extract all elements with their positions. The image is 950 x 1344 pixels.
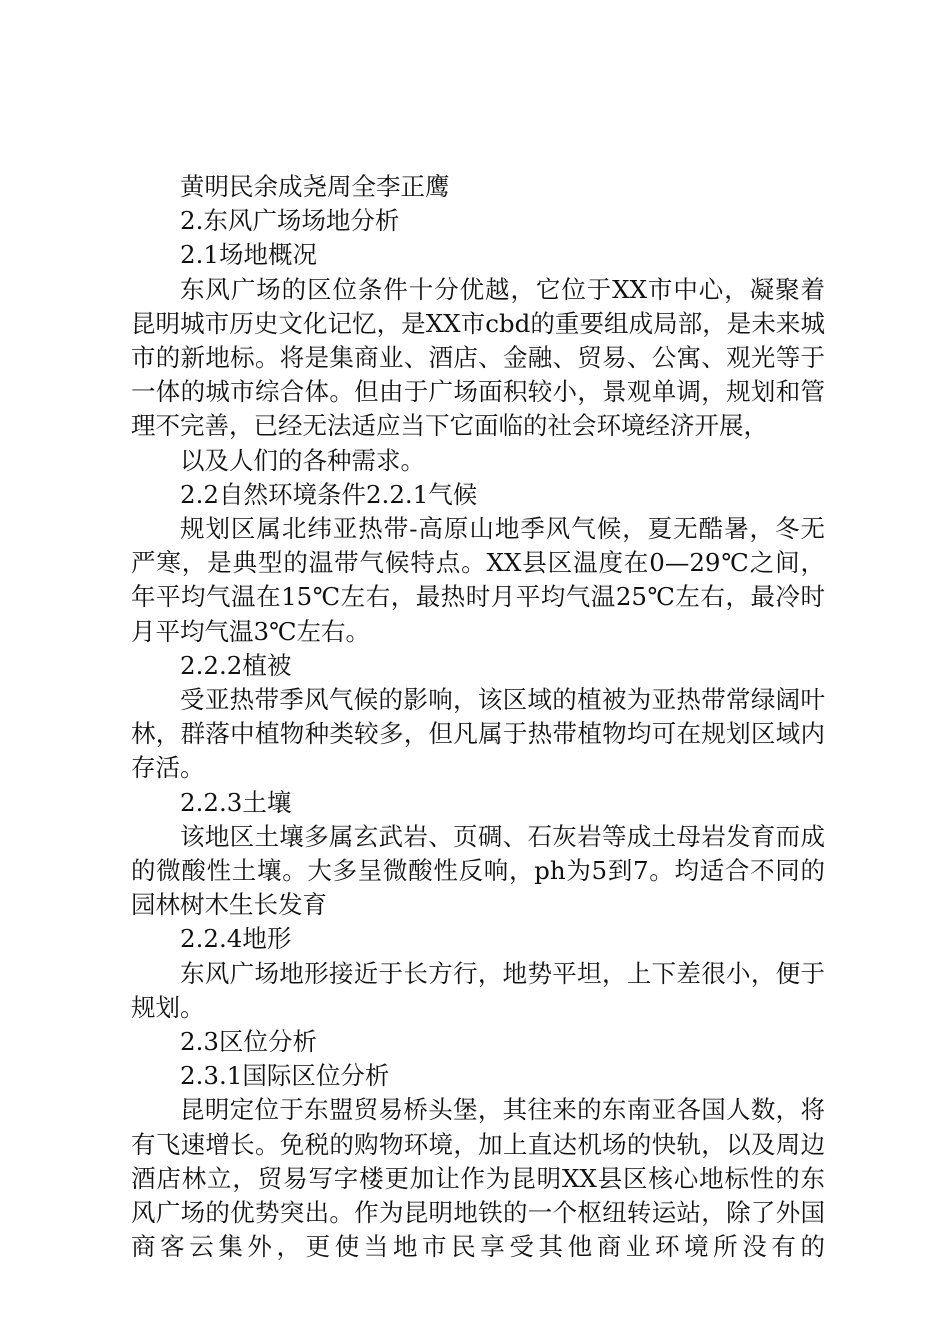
paragraph-needs: 以及人们的各种需求。: [180, 445, 425, 475]
subsection-heading-2-2-2: 2.2.2植被: [180, 650, 292, 680]
authors-line: 黄明民余成尧周全李正鹰: [180, 172, 450, 201]
paragraph-terrain: 东风广场地形接近于长方行，地势平坦，上下差很小，便于规划。: [131, 958, 825, 1022]
section-heading-2: 2.东风广场场地分析: [180, 206, 400, 236]
subsection-heading-2-2: 2.2自然环境条件2.2.1气候: [180, 479, 478, 509]
paragraph-site-overview: 东风广场的区位条件十分优越，它位于XX市中心，凝聚着昆明城市历史文化记忆，是XX市cbd的重要组成局部，是未来城市的新地标。将是集商业、酒店、金融、贸易、公寓、观光等于一体的城市综合体。但由于广场面积较小，景观单调，规划和管理不完善，已经无法适应当下它面临的社会环境经济开展，: [131, 274, 825, 441]
paragraph-vegetation: 受亚热带季风气候的影响，该区域的植被为亚热带常绿阔叶林，群落中植物种类较多，但凡属于热带植物均可在规划区域内存活。: [131, 685, 825, 783]
document-body: [131, 170, 825, 1265]
subsection-heading-2-1: 2.1场地概况: [180, 240, 317, 270]
paragraph-soil: 该地区土壤多属玄武岩、页碉、石灰岩等成土母岩发育而成的微酸性土壤。大多呈微酸性反响，ph为5到7。均适合不同的园林树木生长发育: [131, 821, 825, 920]
paragraph-international-location: 昆明定位于东盟贸易桥头堡，其往来的东南亚各国人数，将有飞速增长。免税的购物环境，加上直达机场的快轨，以及周边酒店林立，贸易写字楼更加让作为昆明XX县区核心地标性的东风广场的优势突出。作为昆明地铁的一个枢纽转运站，除了外国商客云集外，更使当地市民享受其他商业环境所没有的: [131, 1095, 825, 1262]
subsection-heading-2-3-1: 2.3.1国际区位分析: [180, 1061, 390, 1091]
paragraph-climate: 规划区属北纬亚热带-高原山地季风气候，夏无酷暑，冬无严寒，是典型的温带气候特点。XX县区温度在0—29℃之间，年平均气温在15℃左右，最热时月平均气温25℃左右，最冷时月平均气温3℃左右。: [131, 514, 825, 646]
subsection-heading-2-2-3: 2.2.3土壤: [180, 787, 292, 817]
subsection-heading-2-3: 2.3区位分析: [180, 1027, 317, 1057]
subsection-heading-2-2-4: 2.2.4地形: [180, 924, 292, 954]
